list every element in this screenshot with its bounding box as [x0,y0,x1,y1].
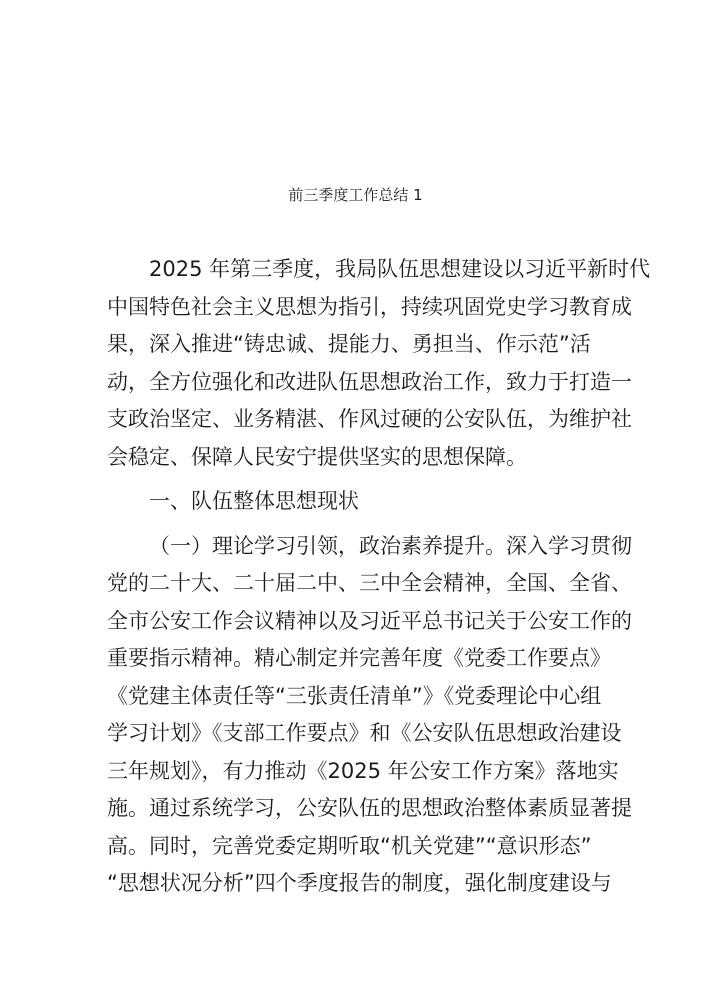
paragraph-line: “思想状况分析”四个季度报告的制度，强化制度建设与 [107,871,612,895]
paragraph-line: 学习计划》《支部工作要点》和《公安队伍思想政治建设 [107,721,622,745]
paragraph-line: 支政治坚定、业务精湛、作风过硬的公安队伍，为维护社 [107,407,632,431]
paragraph-line: （一）理论学习引领，政治素养提升。深入学习贯彻 [149,533,632,558]
paragraph-line: 《党建主体责任等“三张责任清单”》《党委理论中心组 [107,683,602,708]
paragraph-line: 会稳定、保障人民安宁提供坚实的思想保障。 [107,444,527,469]
document-title: 前三季度工作总结 1 [288,186,423,204]
document-body [107,251,651,903]
section-heading-line: 一、队伍整体思想现状 [149,489,359,513]
paragraph-line: 中国特色社会主义思想为指引，持续巩固党史学习教育成 [107,294,632,319]
paragraph-line: 动，全方位强化和改进队伍思想政治工作，致力于打造一 [107,369,632,394]
paragraph-line: 三年规划》，有力推动《2025 年公安工作方案》落地实 [107,758,619,783]
paragraph-line: 全市公安工作会议精神以及习近平总书记关于公安工作的 [107,608,632,633]
paragraph-line: 高。同时，完善党委定期听取“机关党建”“意识形态” [107,833,592,858]
paragraph-line: 施。通过系统学习，公安队伍的思想政治整体素质显著提 [107,796,632,820]
paragraph-line: 党的二十大、二十届二中、三中全会精神，全国、全省、 [107,571,632,595]
paragraph-line: 重要指示精神。精心制定并完善年度《党委工作要点》 [107,646,611,670]
paragraph-line: 2025 年第三季度，我局队伍思想建设以习近平新时代 [149,257,651,281]
paragraph-line: 果，深入推进“铸忠诚、提能力、勇担当、作示范”活 [107,332,591,356]
